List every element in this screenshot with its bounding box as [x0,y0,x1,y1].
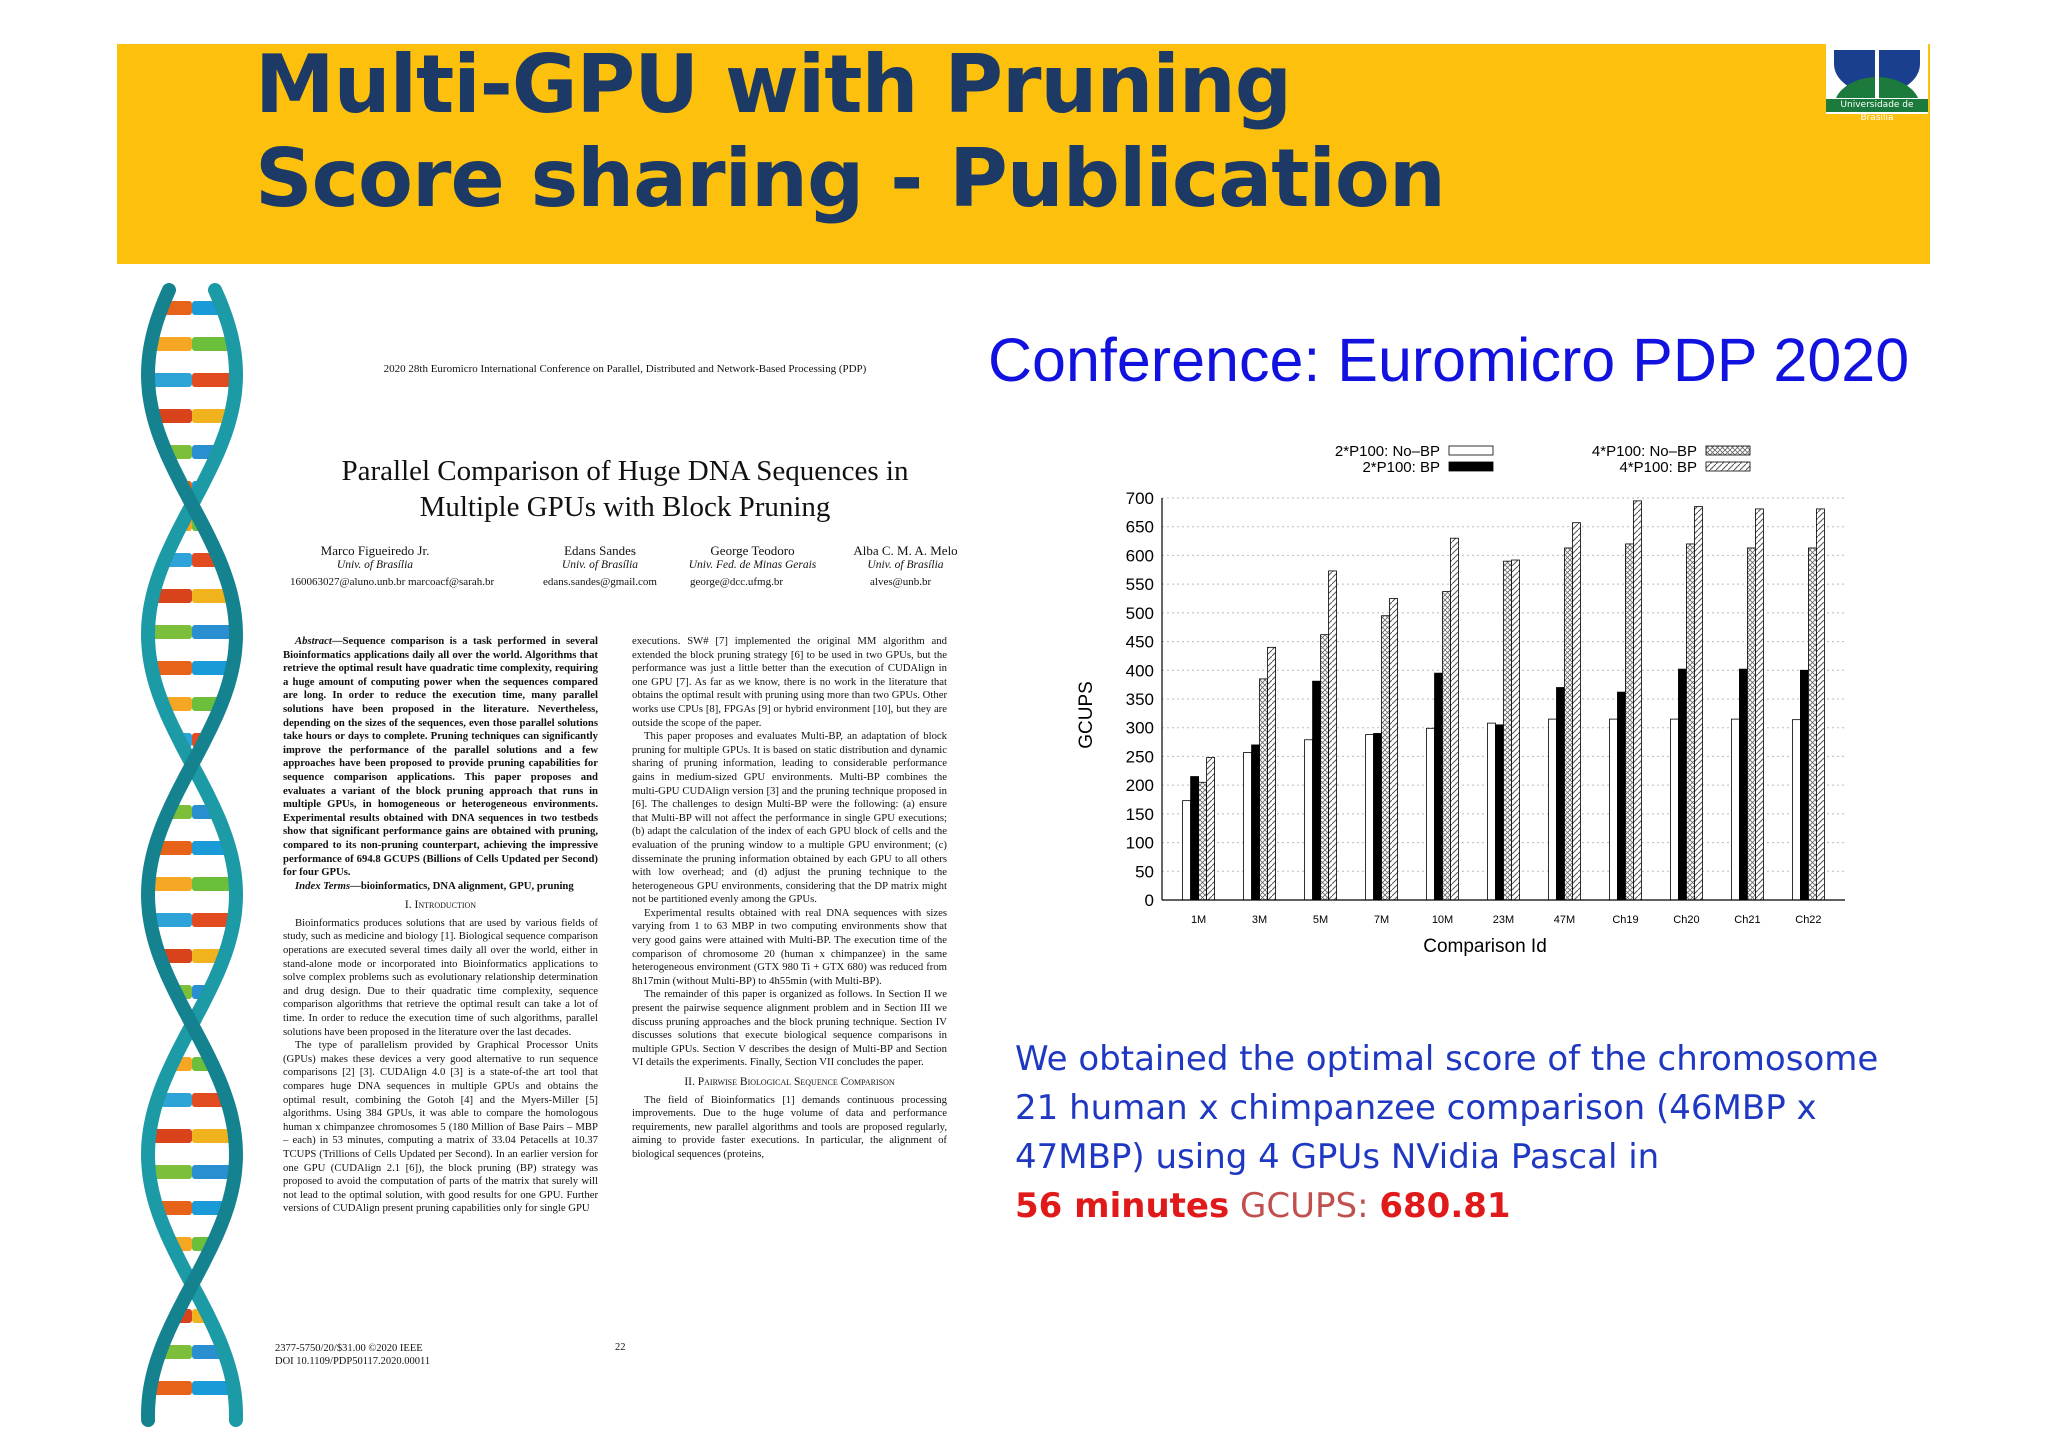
section-heading-introduction: I. Introduction [404,899,477,912]
chart-bar [1268,647,1276,900]
paper-title-line-1: Parallel Comparison of Huge DNA Sequences in [341,455,909,487]
chart-bar [1382,616,1390,900]
chart-bar [1731,719,1739,900]
index-terms: Index Terms—bioinformatics, DNA alignment, GPU, pruning [295,879,574,892]
chart-legend-label: 2*P100: BP [1362,459,1440,476]
paragraph: executions. SW# [7] implemented the original MM algorithm and extended the block pruning strategy [6] to be used in two GPUs, but the performance was just a little better than the execution of CUDAlign in one GPU [7]. As far as we know, there is no work in the literature that obtains the optimal result with pruning using more than two GPUs. Other works use CPUs [8], FPGAs [9] or hybrid environment [10], but they are outside the scope of the paper. [632,635,947,729]
chart-bar [1694,507,1702,900]
chart-y-tick-label: 150 [1125,804,1154,824]
chart-bar [1244,752,1252,900]
chart-y-axis-label: GCUPS [1076,681,1097,749]
chart-x-tick-label: 1M [1190,914,1207,926]
result-summary [1015,1035,1895,1231]
chart-x-axis-label: Comparison Id [1423,936,1547,957]
author-3: George Teodoro Univ. Fed. de Minas Gerais [688,543,817,571]
chart-bar [1792,720,1800,900]
paragraph: The type of parallelism provided by Graphical Processor Units (GPUs) makes these devices a very good alternative to run sequence comparisons [2] [3]. CUDAlign 4.0 [3] is a state-of-the art tool that compares huge DNA sequences in multiple GPUs and obtains the optimal result, combining the Gotoh [4] and the Myers-Miller [5] algorithms. Using 384 GPUs, it was able to compare the homologous human x chimpanzee chromosomes 5 (180 Million of Base Pairs – MBP – each) in 53 minutes, computing a matrix of 33.04 Petacells at 10.37 TCUPS (Trillions of Cells Updated per Second). In an earlier version for one GPU (CUDAlign 2.1 [6]), the block pruning (BP) strategy was proposed to avoid the computation of parts of the matrix that surely will not lead to the optimal solution, with good results for one GPU. Further versions of CUDAlign present pruning capabilities only for single GPU [283,1039,598,1215]
paragraph: Experimental results obtained with real DNA sequences with sizes varying from 1 to 63 MBP in two computing environments show that very good gains were attained with Multi-BP. The execution time of the comparison of chromosome 20 (human x chimpanzee) in the same heterogeneous environment (GTX 980 Ti + GTX 680) was reduced from 8h17min (without Multi-BP) to 4h55min (with Multi-BP). [632,906,947,987]
chart-x-tick-label: Ch21 [1734,914,1761,926]
chart-bar [1808,548,1816,900]
chart-y-tick-label: 550 [1125,575,1154,595]
summary-line-1: We obtained the optimal score of the chromosome [1015,1039,1879,1079]
chart-bar [1564,548,1572,900]
chart-bar [1329,571,1337,900]
chart-bar [1617,692,1625,900]
chart-x-tick-label: 7M [1373,914,1390,926]
paper-page-number: 22 [615,1342,626,1353]
chart-bar [1504,561,1512,900]
chart-bar [1496,725,1504,900]
slide-title [255,38,1445,226]
author-email-4: alves@unb.br [870,576,932,588]
chart-y-tick-label: 100 [1125,833,1154,853]
abstract: Abstract—Sequence comparison is a task performed in several Bioinformatics applications daily all over the world. Algorithms that retrieve the optimal result have quadratic time complexity, requiring a huge amount of computing power when the sequences compared are long. In order to reduce the execution time, many parallel solutions have been proposed in the literature. Nevertheless, depending on the sizes of the sequences, even those parallel solutions take hours or days to complete. Pruning techniques can significantly improve the performance of the parallel solutions and a few approaches have been proposed to provide pruning capabilities for sequence comparison applications. This paper proposes and evaluates a variant of the block pruning approach that runs in multiple GPUs, in homogeneous or heterogeneous environments. Experimental results obtained with DNA sequences in two testbeds show that significant performance gains are obtained with pruning, compared to its non-pruning counterpart, achieving the impressive performance of 694.8 GCUPS (Billions of Cells Updated per Second) for four GPUs. [283,635,598,879]
chart-bar [1747,548,1755,900]
chart-x-tick-label: 5M [1312,914,1329,926]
chart-bar [1556,688,1564,900]
chart-y-tick-label: 700 [1125,489,1154,508]
summary-time: 56 minutes [1015,1186,1230,1226]
chart-bar [1207,758,1215,900]
chart-y-tick-label: 300 [1125,718,1154,738]
paper-title [295,453,955,525]
gcups-bar-chart [1076,440,1860,970]
chart-y-tick-label: 400 [1125,661,1154,681]
chart-bar [1427,728,1435,900]
summary-line-2: 21 human x chimpanzee comparison (46MBP x [1015,1088,1817,1128]
chart-bar [1755,509,1763,900]
paper-footer: 2377-5750/20/$31.00 ©2020 IEEE DOI 10.1109/PDP50117.2020.00011 [275,1343,431,1367]
chart-bar [1191,777,1199,900]
chart-bar [1686,544,1694,900]
summary-gcups-label: GCUPS: [1240,1186,1380,1226]
chart-y-tick-label: 600 [1125,546,1154,566]
paragraph: The field of Bioinformatics [1] demands continuous processing improvements. Due to the huge volume of data and performance requirements, new parallel algorithms and tools are proposed regularly, aiming to provide faster executions. In particular, the alignment of biological sequences (proteins, [632,1093,947,1160]
chart-bar [1199,782,1207,900]
author-4: Alba C. M. A. Melo Univ. of Brasília [853,543,958,571]
chart-bar [1800,670,1808,900]
chart-bar [1670,719,1678,900]
chart-bar [1435,673,1443,900]
chart-x-tick-label: 3M [1251,914,1268,926]
chart-bar [1451,538,1459,900]
author-2: Edans Sandes Univ. of Brasília [561,543,639,571]
chart-bar [1678,669,1686,900]
chart-x-tick-label: 23M [1492,914,1515,926]
chart-legend-swatch [1706,462,1750,471]
paper-conference-line: 2020 28th Euromicro International Conference on Parallel, Distributed and Network-Based Processing (PDP) [383,363,867,375]
chart-y-tick-label: 0 [1144,891,1154,910]
chart-bar [1305,740,1313,900]
chart-bar [1512,560,1520,900]
chart-bar [1321,635,1329,900]
paragraph: The remainder of this paper is organized as follows. In Section II we present the pairwise sequence alignment problem and in Section III we discuss pruning approaches and the block pruning technique. Section IV discusses solutions that execute biological sequence comparisons in multiple GPUs. Section V describes the design of Multi-BP and Section VI details the experiments. Finally, Section VII concludes the paper. [632,988,947,1069]
paragraph: This paper proposes and evaluates Multi-BP, an adaptation of block pruning for multiple GPUs. It is based on static distribution and dynamic sharing of pruning information, leading to considerable performance gains in medium-sized GPU environments. Multi-BP combines the multi-GPU CUDAlign version [3] and the pruning technique proposed in [6]. The challenges to design Multi-BP were the following: (a) ensure that Multi-BP will not affect the performance in single GPU executions; (b) adapt the calculation of the index of each GPU block of cells and the evaluation of the pruning window to a multiple GPU environment; (c) disseminate the pruning information obtained by each GPU to all others with low overhead; and (d) adjust the pruning technique to the heterogeneous GPU environments, considering that the DP matrix might not be partitioned evenly among the GPUs. [632,730,947,906]
paper-first-page [275,345,975,1380]
chart-bar [1260,679,1268,900]
chart-bar [1548,719,1556,900]
logo-text: Universidade de Brasília [1826,99,1928,112]
author-1: Marco Figueiredo Jr. Univ. of Brasília [320,543,430,571]
chart-bar [1252,745,1260,900]
chart-bar [1443,592,1451,900]
chart-x-tick-label: Ch20 [1673,914,1700,926]
summary-line-3: 47MBP) using 4 GPUs NVidia Pascal in [1015,1137,1660,1177]
chart-bar [1739,669,1747,900]
paragraph: Bioinformatics produces solutions that are used by various fields of study, such as medicine and biology [1]. Biological sequence comparison operations are executed several times daily all over the world, either in stand-alone mode or incorporated into Bioinformatics applications to solve complex problems such as evolutionary relationship determination and drug design. Due to their quadratic time complexity, sequence comparison algorithms that retrieve the optimal result can take a lot of time. In order to reduce the execution time of such algorithms, parallel solutions have been proposed in the literature over the last decades. [283,916,598,1038]
conference-label: Conference: Euromicro PDP 2020 [988,326,1910,394]
chart-legend-label: 4*P100: BP [1619,459,1697,476]
summary-gcups-value: 680.81 [1379,1186,1511,1226]
chart-x-tick-label: 10M [1431,914,1454,926]
chart-legend-label: 2*P100: No–BP [1334,443,1440,460]
chart-x-tick-label: Ch19 [1612,914,1639,926]
chart-y-tick-label: 450 [1125,632,1154,652]
chart-bar [1625,544,1633,900]
author-email-3: george@dcc.ufmg.br [690,576,784,588]
summary-line-4 [1015,1182,1895,1231]
chart-legend-swatch [1706,446,1750,455]
chart-bar [1183,801,1191,900]
paper-right-column [632,635,947,1162]
chart-y-tick-label: 200 [1125,776,1154,796]
chart-bar [1816,509,1824,900]
section-heading-pairwise: II. Pairwise Biological Sequence Comparison [684,1076,895,1088]
chart-bar [1609,719,1617,900]
chart-y-tick-label: 50 [1135,862,1154,882]
chart-bar [1374,733,1382,900]
paper-left-column [283,635,598,1216]
author-email-2: edans.sandes@gmail.com [543,576,657,588]
chart-x-tick-label: Ch22 [1795,914,1822,926]
chart-bar [1572,523,1580,900]
chart-x-tick-label: 47M [1553,914,1576,926]
author-email-1: 160063027@aluno.unb.br marcoacf@sarah.br [290,576,495,588]
chart-bar [1366,735,1374,900]
chart-legend-swatch [1449,446,1493,455]
chart-y-tick-label: 650 [1125,517,1154,537]
chart-y-tick-label: 500 [1125,603,1154,623]
chart-bar [1488,723,1496,900]
chart-bar [1313,681,1321,900]
chart-legend-label: 4*P100: No–BP [1591,443,1697,460]
chart-bar [1633,501,1641,900]
chart-y-tick-label: 250 [1125,747,1154,767]
chart-bar [1390,599,1398,901]
title-line-2: Score sharing - Publication [255,132,1445,225]
chart-y-tick-label: 350 [1125,690,1154,709]
paper-title-line-2: Multiple GPUs with Block Pruning [419,491,831,523]
title-line-1: Multi-GPU with Pruning [255,38,1291,131]
chart-legend-swatch [1449,462,1493,471]
dna-helix-illustration [130,290,260,1420]
